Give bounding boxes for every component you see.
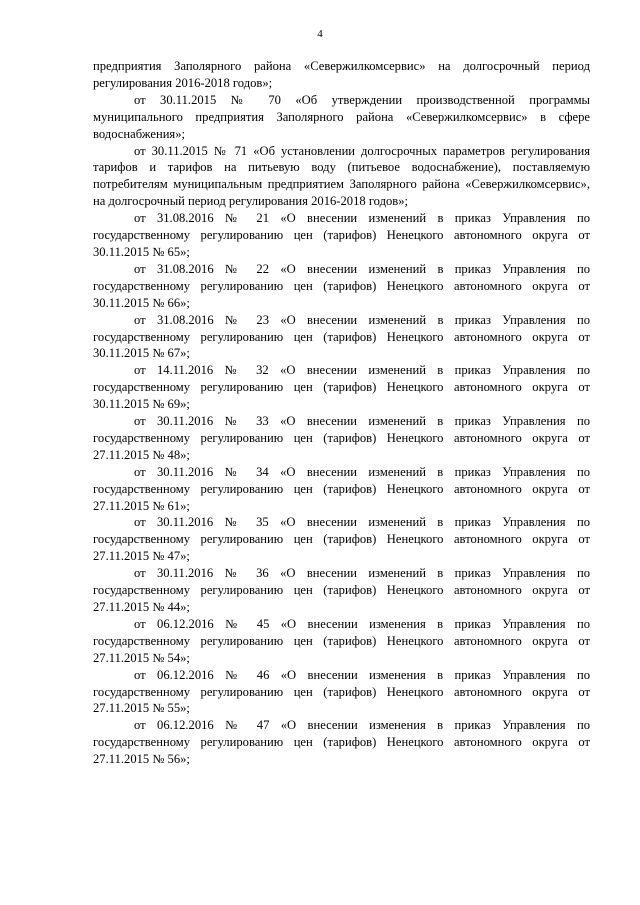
- list-item: от 06.12.2016 № 47 «О внесении изменения в приказ Управления по государственному регулированию цен (тарифов) Ненецкого автономного округа от 27.11.2015 № 56»;: [93, 718, 590, 767]
- list-item: от 30.11.2015 № 71 «Об установлении долгосрочных параметров регулирования тарифов и тарифов на питьевую воду (питьевое водоснабжение), поставляемую потребителям муниципальным предприятием Заполярного района «Севержилкомсервис», на долгосрочный период регулирования 2016-2018 годов»;: [93, 143, 590, 209]
- list-item: от 31.08.2016 № 22 «О внесении изменений в приказ Управления по государственному регулированию цен (тарифов) Ненецкого автономного округа от 30.11.2015 № 66»;: [93, 261, 590, 310]
- list-item: от 06.12.2016 № 45 «О внесении изменения в приказ Управления по государственному регулированию цен (тарифов) Ненецкого автономного округа от 27.11.2015 № 54»;: [93, 616, 590, 665]
- list-item: от 30.11.2015 № 70 «Об утверждении производственной программы муниципального предприятия Заполярного района «Севержилкомсервис» в сфере водоснабжения»;: [93, 92, 590, 141]
- paragraph-continuation: предприятия Заполярного района «Севержилкомсервис» на долгосрочный период регулирования 2016-2018 годов»;: [93, 59, 590, 90]
- list-item: от 31.08.2016 № 23 «О внесении изменений в приказ Управления по государственному регулированию цен (тарифов) Ненецкого автономного округа от 30.11.2015 № 67»;: [93, 312, 590, 361]
- document-body: [93, 58, 590, 768]
- list-item: от 30.11.2016 № 35 «О внесении изменений в приказ Управления по государственному регулированию цен (тарифов) Ненецкого автономного округа от 27.11.2015 № 47»;: [93, 515, 590, 564]
- list-item: от 30.11.2016 № 36 «О внесении изменений в приказ Управления по государственному регулированию цен (тарифов) Ненецкого автономного округа от 27.11.2015 № 44»;: [93, 566, 590, 614]
- list-item: от 30.11.2016 № 33 «О внесении изменений в приказ Управления по государственному регулированию цен (тарифов) Ненецкого автономного округа от 27.11.2015 № 48»;: [93, 414, 590, 462]
- list-item: от 06.12.2016 № 46 «О внесении изменения в приказ Управления по государственному регулированию цен (тарифов) Ненецкого автономного округа от 27.11.2015 № 55»;: [93, 667, 590, 716]
- list-item: от 30.11.2016 № 34 «О внесении изменений в приказ Управления по государственному регулированию цен (тарифов) Ненецкого автономного округа от 27.11.2015 № 61»;: [93, 464, 590, 513]
- list-item: от 14.11.2016 № 32 «О внесении изменений в приказ Управления по государственному регулированию цен (тарифов) Ненецкого автономного округа от 30.11.2015 № 69»;: [93, 363, 590, 412]
- list-item: от 31.08.2016 № 21 «О внесении изменений в приказ Управления по государственному регулированию цен (тарифов) Ненецкого автономного округа от 30.11.2015 № 65»;: [93, 211, 590, 259]
- page-number: 4: [317, 28, 323, 40]
